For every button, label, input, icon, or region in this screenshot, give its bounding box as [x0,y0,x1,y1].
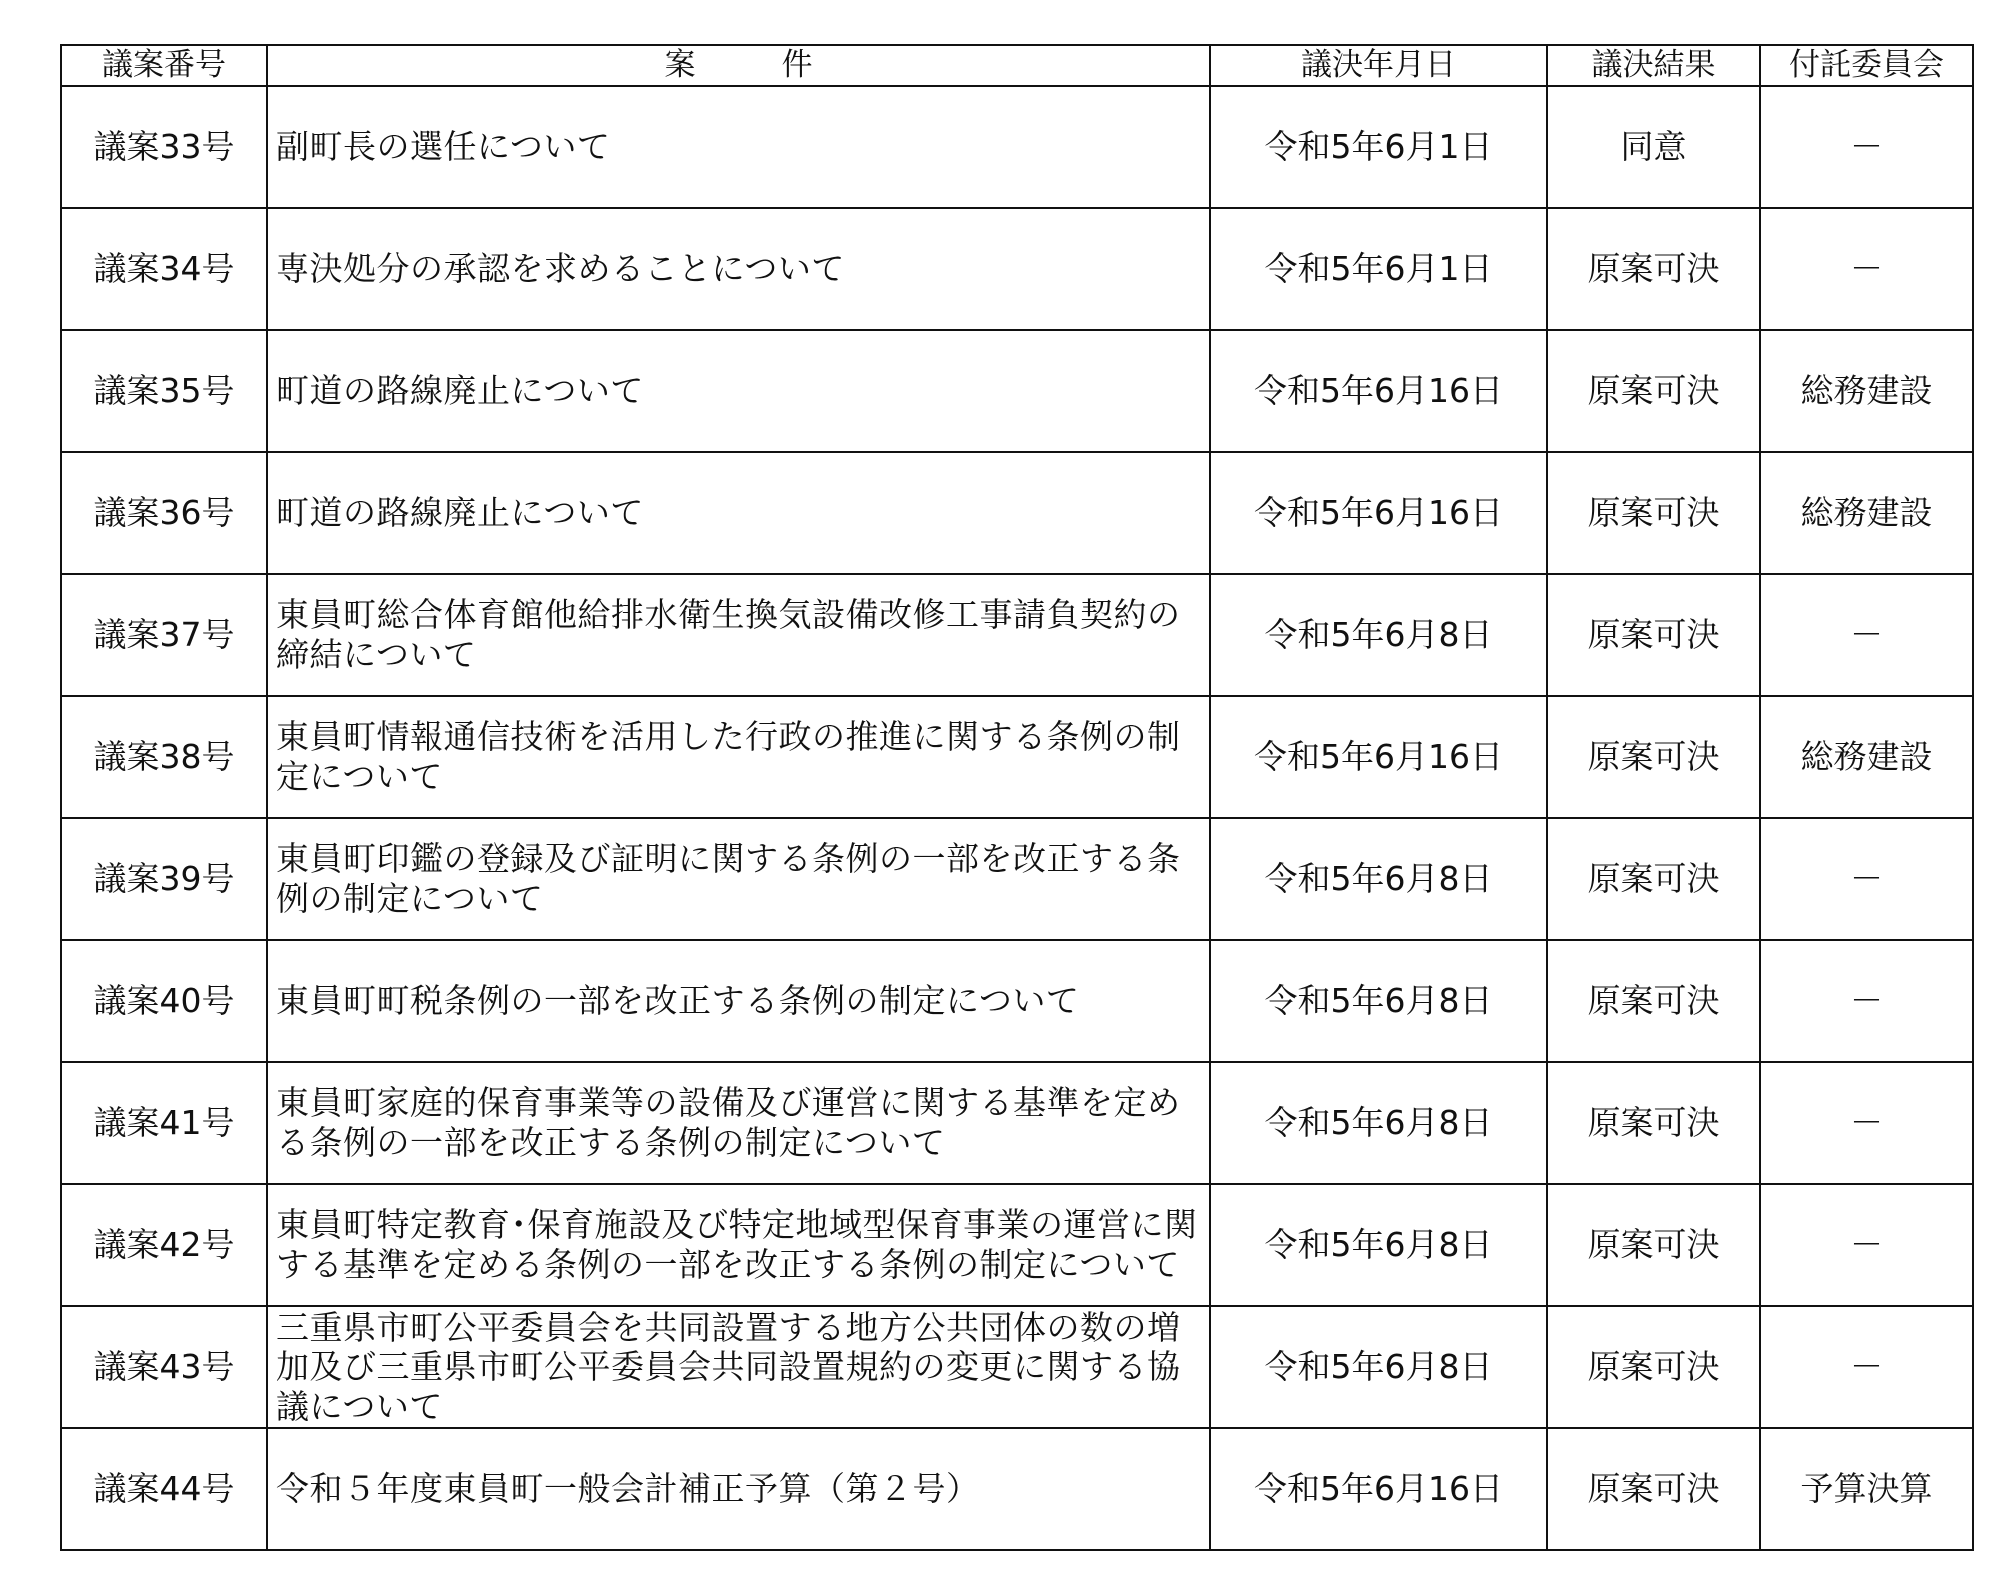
committee-cell: 総務建設 [1760,330,1973,452]
subject-cell: 三重県市町公平委員会を共同設置する地方公共団体の数の増加及び三重県市町公平委員会共同設置規約の変更に関する協議について [267,1306,1210,1428]
subject-cell: 東員町印鑑の登録及び証明に関する条例の一部を改正する条例の制定について [267,818,1210,940]
header-committee: 付託委員会 [1760,45,1973,86]
table-row [61,818,1973,940]
decision-result-cell: 原案可決 [1547,1306,1760,1428]
table-row [61,330,1973,452]
header-decision-result: 議決結果 [1547,45,1760,86]
committee-cell: － [1760,1306,1973,1428]
decision-date-cell: 令和5年6月8日 [1210,940,1547,1062]
table-row [61,1306,1973,1428]
table-row [61,696,1973,818]
table-row [61,208,1973,330]
bill-number-cell: 議案42号 [61,1184,267,1306]
subject-cell: 東員町特定教育･保育施設及び特定地域型保育事業の運営に関する基準を定める条例の一部を改正する条例の制定について [267,1184,1210,1306]
bill-number-cell: 議案35号 [61,330,267,452]
bill-number-cell: 議案44号 [61,1428,267,1550]
decision-result-cell: 原案可決 [1547,818,1760,940]
decision-result-cell: 原案可決 [1547,452,1760,574]
decision-date-cell: 令和5年6月8日 [1210,1062,1547,1184]
subject-cell: 町道の路線廃止について [267,452,1210,574]
committee-cell: － [1760,1062,1973,1184]
subject-cell: 令和５年度東員町一般会計補正予算（第２号） [267,1428,1210,1550]
decision-date-cell: 令和5年6月16日 [1210,330,1547,452]
table-row [61,1062,1973,1184]
decision-result-cell: 原案可決 [1547,1184,1760,1306]
table-row [61,574,1973,696]
committee-cell: － [1760,1184,1973,1306]
bill-number-cell: 議案38号 [61,696,267,818]
bill-number-cell: 議案41号 [61,1062,267,1184]
decision-result-cell: 原案可決 [1547,940,1760,1062]
committee-cell: 総務建設 [1760,696,1973,818]
bill-number-cell: 議案43号 [61,1306,267,1428]
subject-cell: 東員町情報通信技術を活用した行政の推進に関する条例の制定について [267,696,1210,818]
decision-date-cell: 令和5年6月8日 [1210,818,1547,940]
bill-number-cell: 議案36号 [61,452,267,574]
decision-result-cell: 原案可決 [1547,1062,1760,1184]
bill-number-cell: 議案37号 [61,574,267,696]
decision-result-cell: 原案可決 [1547,574,1760,696]
header-bill-number: 議案番号 [61,45,267,86]
decision-date-cell: 令和5年6月8日 [1210,1306,1547,1428]
decision-date-cell: 令和5年6月8日 [1210,1184,1547,1306]
table-row [61,940,1973,1062]
committee-cell: － [1760,940,1973,1062]
committee-cell: 総務建設 [1760,452,1973,574]
committee-cell: 予算決算 [1760,1428,1973,1550]
decision-result-cell: 原案可決 [1547,208,1760,330]
committee-cell: － [1760,208,1973,330]
bill-number-cell: 議案39号 [61,818,267,940]
bill-number-cell: 議案34号 [61,208,267,330]
committee-cell: － [1760,818,1973,940]
header-subject: 案件 [267,45,1210,86]
decision-result-cell: 原案可決 [1547,1428,1760,1550]
decision-date-cell: 令和5年6月16日 [1210,696,1547,818]
decision-result-cell: 原案可決 [1547,330,1760,452]
table-row [61,1184,1973,1306]
header-decision-date: 議決年月日 [1210,45,1547,86]
decision-result-cell: 同意 [1547,86,1760,208]
subject-cell: 副町長の選任について [267,86,1210,208]
committee-cell: － [1760,86,1973,208]
bills-table-container [60,44,1972,1551]
subject-cell: 町道の路線廃止について [267,330,1210,452]
decision-date-cell: 令和5年6月1日 [1210,208,1547,330]
subject-cell: 東員町家庭的保育事業等の設備及び運営に関する基準を定める条例の一部を改正する条例の制定について [267,1062,1210,1184]
table-header-row [61,45,1973,86]
table-row [61,86,1973,208]
table-row [61,1428,1973,1550]
table-row [61,452,1973,574]
subject-cell: 東員町総合体育館他給排水衛生換気設備改修工事請負契約の締結について [267,574,1210,696]
decision-date-cell: 令和5年6月16日 [1210,452,1547,574]
bill-number-cell: 議案40号 [61,940,267,1062]
decision-date-cell: 令和5年6月8日 [1210,574,1547,696]
bills-table [60,44,1974,1551]
decision-date-cell: 令和5年6月16日 [1210,1428,1547,1550]
committee-cell: － [1760,574,1973,696]
bill-number-cell: 議案33号 [61,86,267,208]
subject-cell: 東員町町税条例の一部を改正する条例の制定について [267,940,1210,1062]
decision-date-cell: 令和5年6月1日 [1210,86,1547,208]
decision-result-cell: 原案可決 [1547,696,1760,818]
subject-cell: 専決処分の承認を求めることについて [267,208,1210,330]
